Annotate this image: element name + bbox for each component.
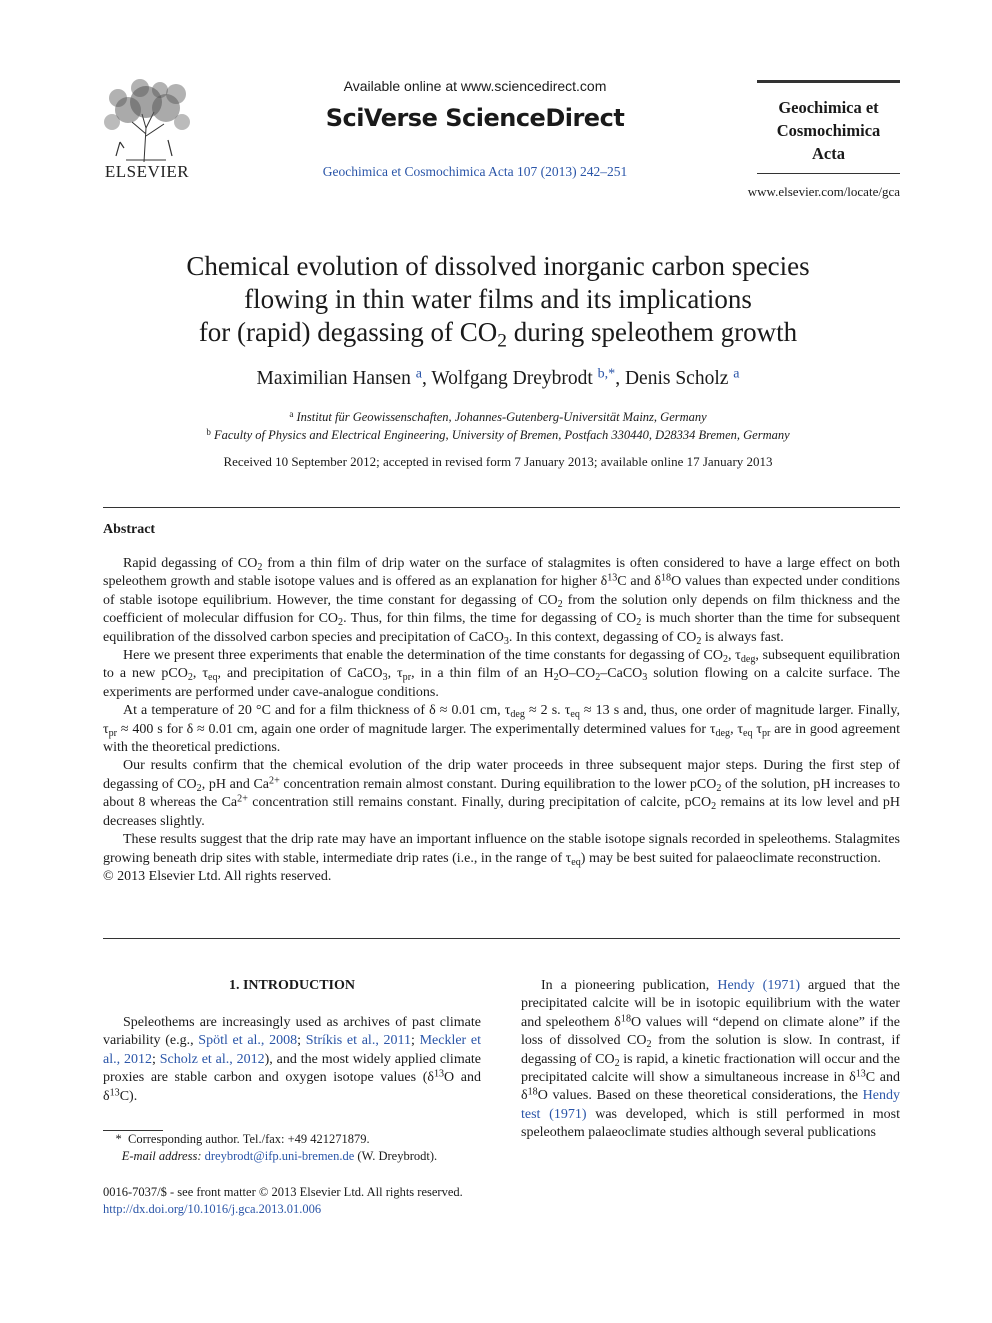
journal-url[interactable]: www.elsevier.com/locate/gca: [747, 184, 900, 199]
issn-line: 0016-7037/$ - see front matter © 2013 Elsevier Ltd. All rights reserved.: [103, 1185, 463, 1199]
abstract-top-rule: [103, 507, 900, 508]
title-line: for (rapid) degassing of $CO_2$ during speleothem growth: [198, 317, 798, 352]
author-affil-link[interactable]: b,*: [597, 365, 616, 382]
citation-link[interactable]: Spötl et al., 2008: [198, 1033, 298, 1049]
author-affil-link[interactable]: a: [733, 365, 740, 382]
publisher-logo-text: ELSEVIER: [104, 162, 190, 181]
available-online-text: Available online at www.sciencedirect.com: [343, 78, 607, 94]
journal-top-rule: [757, 80, 900, 83]
abstract-heading: Abstract: [103, 522, 156, 537]
abstract-paragraph: Here we present three experiments that enable the determination of the time constants for degassing of $CO_2$, $\tau_{deg}$, subsequent equilibration to a new pCO$_2$, $\tau_{eq}$, and precipitation of CaCO$_3$, $\tau_{pr}$, in a thin film of an $H_2O-CO_2-CaCO_3$ solution flowing on a calcite surface. The experiments are performed under cave-analogue conditions.: [103, 648, 900, 700]
citation-link[interactable]: Hendy (1971): [717, 978, 800, 993]
affiliation-a: $^a$ Institut für Geowissenschaften, Johannes-Gutenberg-Universität Mainz, Germany: [289, 408, 707, 424]
journal-name: [757, 96, 900, 165]
journal-citation-link[interactable]: Geochimica et Cosmochimica Acta 107 (2013) 242–251: [322, 164, 628, 179]
title-line: Chemical evolution of dissolved inorganic carbon species: [186, 251, 810, 281]
tree-icon: [96, 78, 198, 162]
platform-logo: SciVerse ScienceDirect: [325, 104, 625, 132]
journal-name-line: Acta: [812, 144, 845, 163]
received-dates: Received 10 September 2012; accepted in revised form 7 January 2013; available online 17 January 2013: [223, 454, 773, 469]
intro-paragraph-right: In a pioneering publication, Hendy (1971) argued that the precipitated calcite will be in isotopic equilibrium with the water and speleothem $\delta^{18}O$ values will “depend on climate alone” if the loss of dissolved $CO_2$ from the solution is slow. In contrast, if degassing of $CO_2$ is rapid, a kinetic fractionation will occur and the precipitated calcite will show a simultaneous increase in $\delta^{13}C$ and $\delta^{18}O$ values. Based on these theoretical considerations, the Hendy test (1971) was developed, which is still performed in most speleothem palaeoclimate studies although several publications: [521, 978, 901, 1141]
footnote-email: E-mail address: dreybrodt@ifp.uni-bremen.de (W. Dreybrodt).: [121, 1149, 438, 1163]
abstract-bottom-rule: [103, 938, 900, 939]
article-title: [96, 250, 900, 352]
journal-name-line: Geochimica et: [778, 98, 879, 117]
abstract-paragraph: At a temperature of 20 °C and for a film thickness of δ ≈ 0.01 cm, $\tau_{deg} \approx 2$ s. $\tau_{eq} \approx 13$ s and, thus, one order of magnitude larger. Finally, $\tau_{pr} \approx 400$ s for δ ≈ 0.01 cm, again one order of magnitude larger. The experimentally determined values for $\tau_{deg}$, $\tau_{eq}$ $\tau_{pr}$ are in good agreement with the theoretical predictions.: [103, 703, 900, 756]
citation-link[interactable]: Scholz et al., 2012: [159, 1051, 265, 1067]
email-link[interactable]: dreybrodt@ifp.uni-bremen.de: [204, 1149, 355, 1163]
author-affil-link[interactable]: a: [415, 365, 422, 382]
abstract-paragraph: These results suggest that the drip rate may have an important influence on the stable isotope signals recorded in speleothems. Stalagmites growing beneath drip sites with stable, intermediate drip rates (i.e., in the range of $\tau_{eq}$) may be best suited for palaeoclimate reconstruction.: [103, 832, 900, 868]
section-heading-introduction: 1. INTRODUCTION: [228, 978, 355, 993]
journal-name-line: Cosmochimica: [776, 121, 881, 140]
abstract-paragraph: Our results confirm that the chemical evolution of the drip water proceeds in three subsequent major steps. During the first step of degassing of $CO_2$, pH and $Ca^{2+}$ concentration remain almost constant. During equilibration to the lower pCO$_2$ of the solution, pH increases to about 8 whereas the $Ca^{2+}$ concentration still remains constant. Finally, during precipitation of calcite, pCO$_2$ remains at its low level and pH decreases slightly.: [103, 758, 901, 829]
intro-paragraph-left: Speleothems are increasingly used as archives of past climate variability (e.g., Spötl et al., 2008; Stríkis et al., 2011; Meckler et al., 2012; Scholz et al., 2012), and the most widely applied climate proxies are stable carbon and oxygen isotope values ($\delta^{13}O$ and $\delta^{13}C$).: [103, 1015, 482, 1104]
author-name: Wolfgang Dreybrodt: [431, 368, 593, 389]
affiliation-b: $^b$ Faculty of Physics and Electrical Engineering, University of Bremen, Postfach 330440, D28334 Bremen, Germany: [206, 426, 790, 442]
citation-link[interactable]: Hendy test: [521, 1088, 900, 1122]
citation-link[interactable]: Meckler et al., 2012: [103, 1033, 482, 1067]
footnote-corresponding: * Corresponding author. Tel./fax: +49 421271879.: [103, 1132, 370, 1146]
author-list: Maximilian Hansen $^a$, Wolfgang Dreybrodt $^{b,*}$, Denis Scholz $^a$: [256, 365, 740, 389]
doi-link[interactable]: http://dx.doi.org/10.1016/j.gca.2013.01.006: [103, 1202, 322, 1216]
author-name: Maximilian Hansen: [256, 368, 411, 389]
title-line: flowing in thin water films and its implications: [244, 284, 752, 314]
citation-link[interactable]: Stríkis et al., 2011: [305, 1033, 411, 1049]
journal-bottom-rule: [757, 173, 900, 174]
author-name: Denis Scholz: [624, 368, 729, 389]
copyright-line: © 2013 Elsevier Ltd. All rights reserved.: [103, 868, 332, 884]
abstract-paragraph: Rapid degassing of $CO_2$ from a thin film of drip water on the surface of stalagmites is often considered to have a large effect on both speleothem growth and stable isotope values and is offered as an explanation for higher $\delta^{13}C$ and $\delta^{18}O$ values than expected under conditions of stable isotope equilibrium. However, the time constant for degassing of $CO_2$ from the solution only depends on film thickness and the coefficient of molecular diffusion for $CO_2$. Thus, for thin films, the time for degassing of $CO_2$ is much shorter than the time for subsequent equilibration of the dissolved carbon species and precipitation of CaCO$_3$. In this context, degassing of $CO_2$ is always fast.: [103, 556, 901, 647]
abstract-body: [103, 555, 900, 886]
citation-link[interactable]: (1971): [549, 1106, 587, 1122]
